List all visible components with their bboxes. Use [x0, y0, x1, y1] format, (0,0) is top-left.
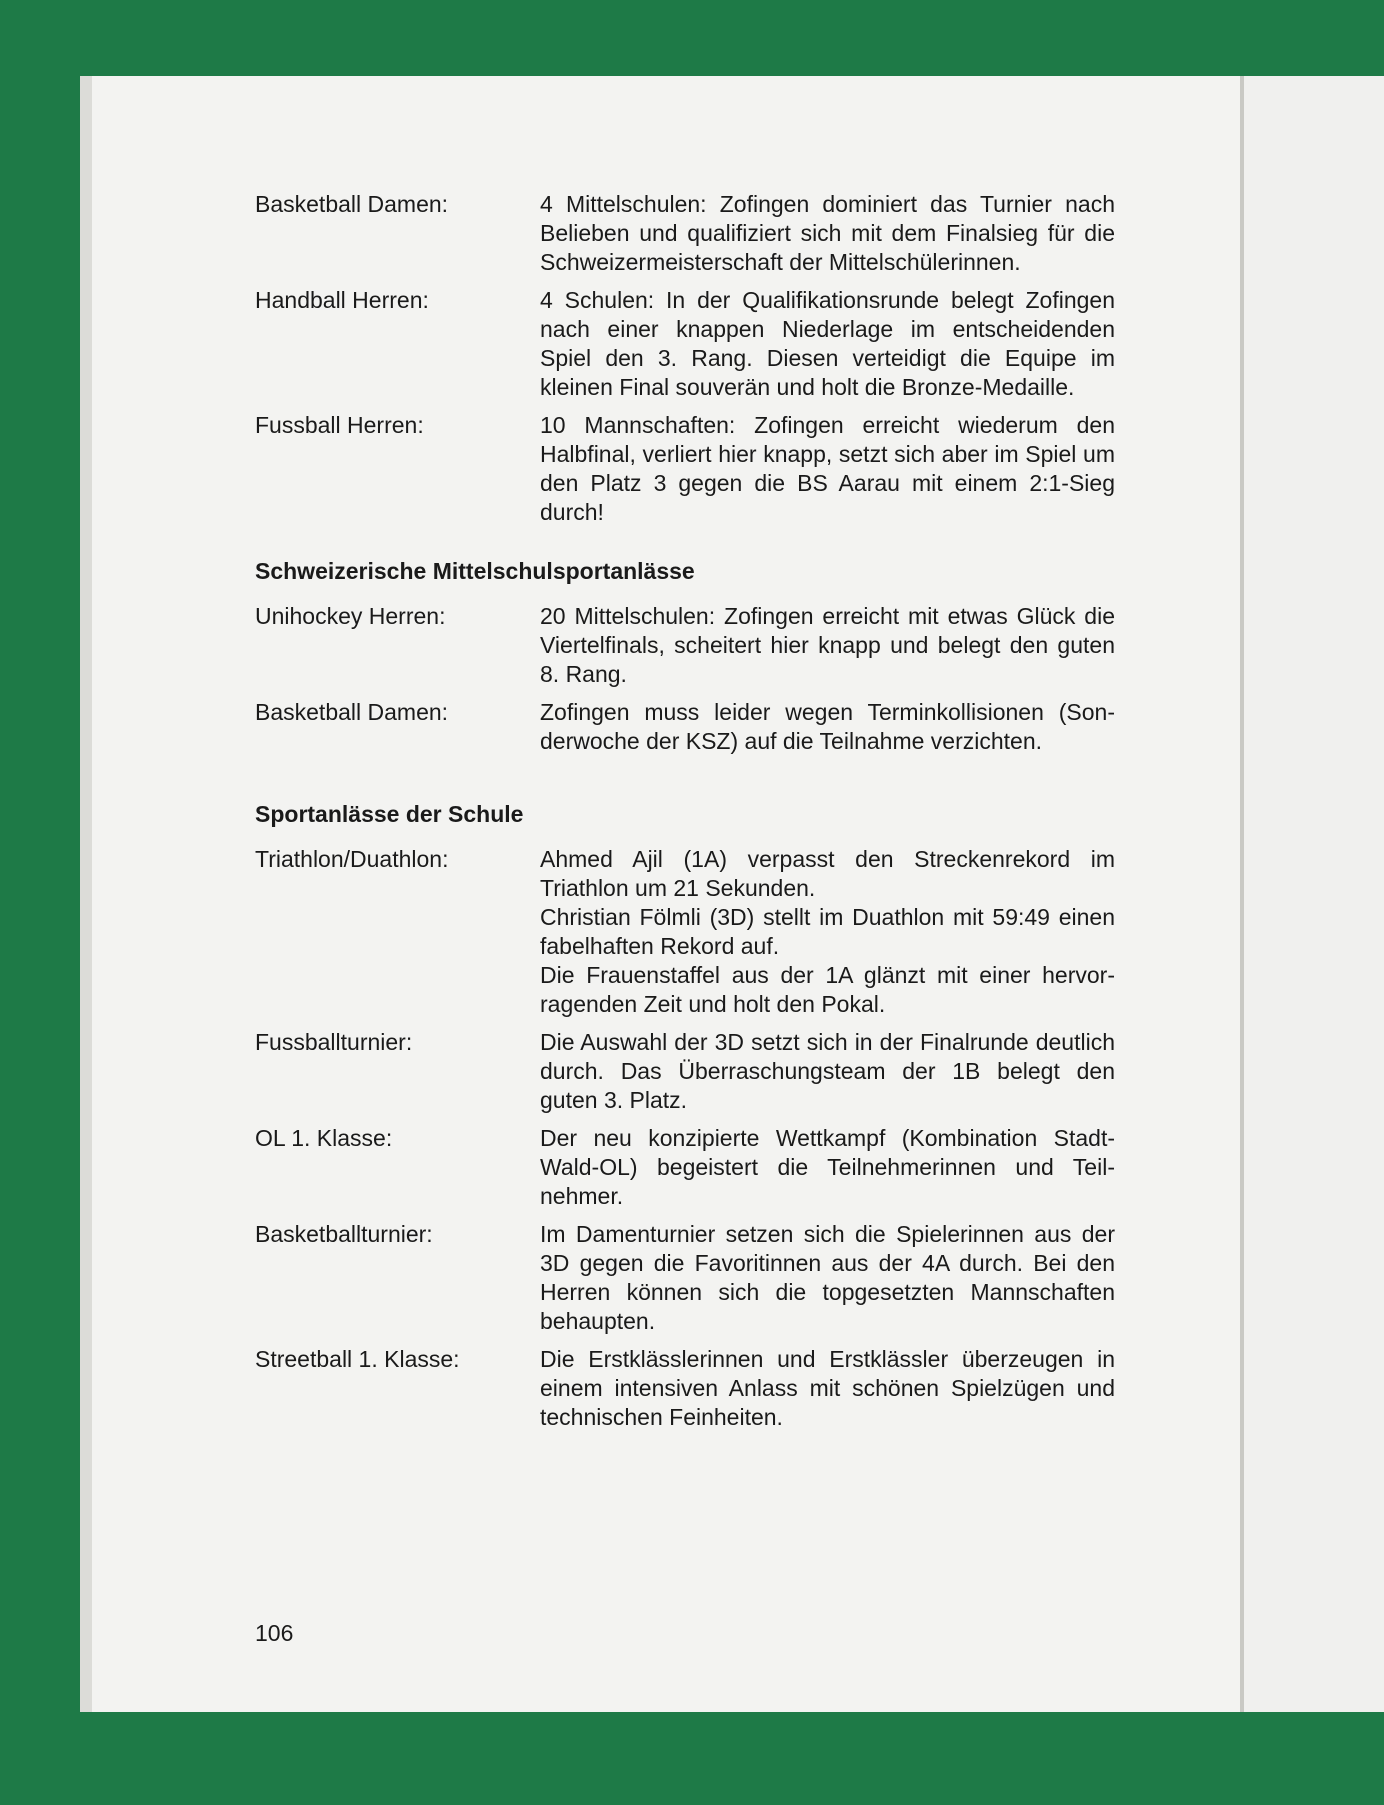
- entry-label: Fussballturnier:: [255, 1029, 413, 1055]
- entry-row: [255, 1220, 1115, 1336]
- entry-row: [255, 1028, 1115, 1115]
- entry-label: Basketball Damen:: [255, 191, 449, 217]
- entry-row: [255, 845, 1115, 1019]
- entry-label: Basketball Damen:: [255, 699, 449, 725]
- entry-paragraph: Zofingen muss leider wegen Terminkollisionen (Sonderwoche der KSZ) auf die Teilnahme verzichten.: [540, 699, 1115, 754]
- section-heading-swiss: Schweizerische Mittelschulsportanlässe: [255, 558, 695, 584]
- facing-page-edge: [1244, 76, 1384, 1712]
- entry-paragraph: 4 Schulen: In der Qualifikationsrunde belegt Zofingen nach einer knappen Niederlage im entscheidenden Spiel den 3. Rang. Diesen verteidigt die Equipe im kleinen Final souverän und holt die Bronze-Medaille.: [540, 287, 1115, 400]
- entry-row: [255, 698, 1115, 756]
- entry-row: [255, 602, 1115, 689]
- entry-description: [540, 286, 1115, 402]
- entry-description: [540, 411, 1115, 527]
- entry-description: [540, 1220, 1115, 1336]
- entry-paragraph: 20 Mittelschulen: Zofingen erreicht mit etwas Glück die Viertelfinals, scheitert hier knapp und belegt den guten 8. Rang.: [540, 603, 1115, 687]
- entry-row: [255, 1124, 1115, 1211]
- entry-description: [540, 1028, 1115, 1115]
- section-heading-school: Sportanlässe der Schule: [255, 801, 524, 827]
- entry-description: [540, 698, 1115, 756]
- entry-description: [540, 1124, 1115, 1211]
- entry-label: Triathlon/Duathlon:: [255, 846, 449, 872]
- page-number: 106: [255, 1620, 294, 1646]
- entry-description: [540, 602, 1115, 689]
- entry-paragraph: 10 Mannschaften: Zofingen erreicht wiederum den Halbfinal, verliert hier knapp, setzt sich aber im Spiel um den Platz 3 gegen die BS Aarau mit einem 2:1-Sieg durch!: [540, 412, 1115, 525]
- entry-paragraph: Der neu konzipierte Wettkampf (Kombination Stadt-Wald-OL) begeistert die Teilnehmerinnen und Teilnehmer.: [540, 1125, 1115, 1209]
- entry-paragraph: 4 Mittelschulen: Zofingen dominiert das Turnier nach Belieben und qualifiziert sich mit dem Finalsieg für die Schweizermeisterschaft der Mittelschülerinnen.: [540, 191, 1115, 275]
- entry-paragraph: Christian Fölmli (3D) stellt im Duathlon mit 59:49 einen fabelhaften Rekord auf.: [540, 904, 1115, 959]
- entry-label: Basketballturnier:: [255, 1221, 433, 1247]
- entry-paragraph: Die Frauenstaffel aus der 1A glänzt mit einer hervorragenden Zeit und holt den Pokal.: [540, 962, 1115, 1017]
- entry-label: Fussball Herren:: [255, 412, 424, 438]
- entry-label: Streetball 1. Klasse:: [255, 1346, 460, 1372]
- entry-row: [255, 286, 1115, 402]
- entry-label: Handball Herren:: [255, 287, 429, 313]
- entry-row: [255, 411, 1115, 527]
- entry-paragraph: Die Erstklässlerinnen und Erstklässler überzeugen in einem intensiven Anlass mit schönen Spielzügen und technischen Feinheiten.: [540, 1346, 1115, 1430]
- entry-label: OL 1. Klasse:: [255, 1125, 393, 1151]
- entry-description: [540, 190, 1115, 277]
- page-content: [255, 190, 1115, 1441]
- entry-description: [540, 845, 1115, 1019]
- entries-school: [255, 845, 1115, 1432]
- entry-paragraph: Ahmed Ajil (1A) verpasst den Streckenrekord im Triathlon um 21 Sekunden.: [540, 846, 1115, 901]
- entries-swiss: [255, 602, 1115, 756]
- entries-top: [255, 190, 1115, 527]
- entry-label: Unihockey Herren:: [255, 603, 446, 629]
- entry-description: [540, 1345, 1115, 1432]
- entry-paragraph: Die Auswahl der 3D setzt sich in der Finalrunde deutlich durch. Das Überraschungsteam der 1B belegt den guten 3. Platz.: [540, 1029, 1115, 1113]
- entry-row: [255, 190, 1115, 277]
- entry-paragraph: Im Damenturnier setzen sich die Spielerinnen aus der 3D gegen die Favoritinnen aus der 4A durch. Bei den Herren können sich die topgesetzten Mannschaften behaupten.: [540, 1221, 1115, 1334]
- entry-row: [255, 1345, 1115, 1432]
